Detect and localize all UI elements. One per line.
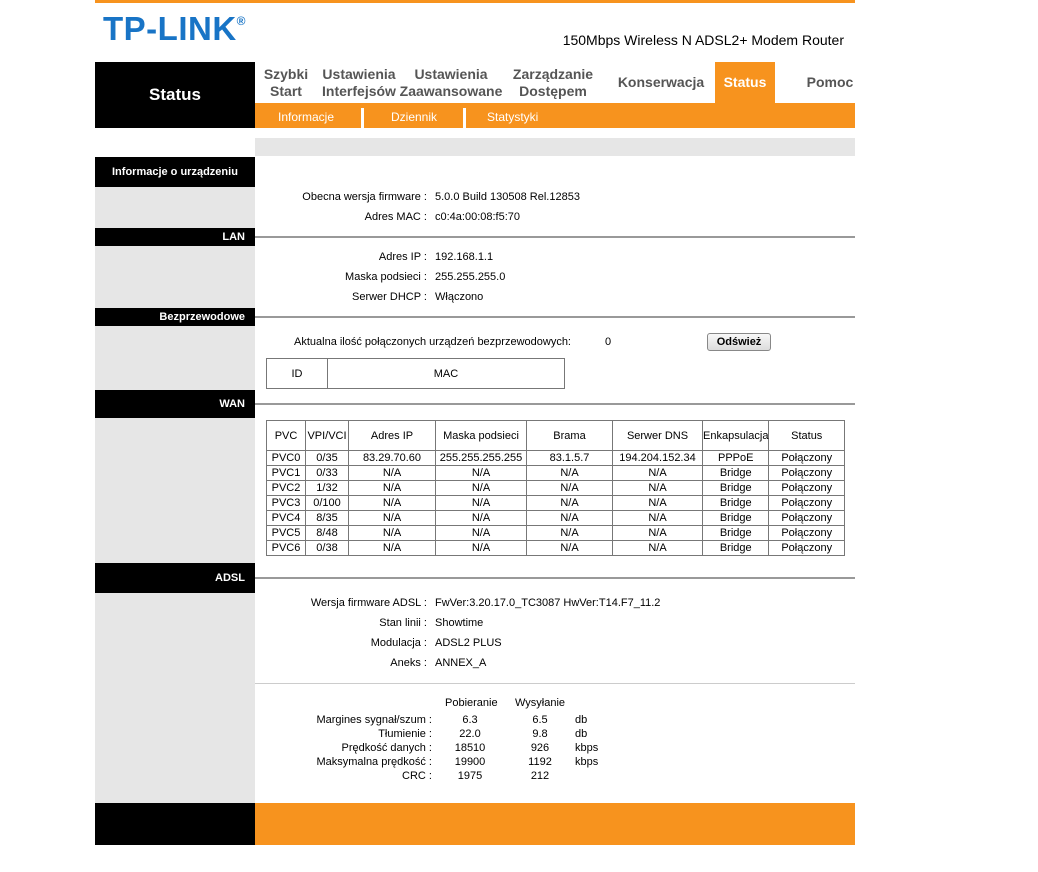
max-rate-label: Maksymalna prędkość :	[316, 756, 432, 768]
modulation-value: ADSL2 PLUS	[435, 637, 502, 649]
table-cell: PVC3	[267, 496, 306, 511]
table-row	[267, 511, 845, 526]
table-cell: N/A	[349, 526, 436, 541]
table-row	[267, 496, 845, 511]
footer-left	[95, 803, 255, 845]
table-cell: PVC2	[267, 481, 306, 496]
subnav-log[interactable]: Dziennik	[391, 110, 438, 124]
annex-label: Aneks :	[390, 657, 427, 669]
attenuation-down: 22.0	[459, 728, 481, 740]
table-cell: 8/48	[306, 526, 349, 541]
line-state-label: Stan linii :	[379, 617, 427, 629]
table-cell: Bridge	[703, 466, 769, 481]
lan-ip-label: Adres IP :	[378, 251, 427, 263]
dhcp-label: Serwer DHCP :	[352, 291, 427, 303]
table-cell: PVC1	[267, 466, 306, 481]
max-rate-unit: kbps	[575, 756, 599, 768]
stats-col-download: Pobieranie	[445, 697, 498, 709]
attenuation-up: 9.8	[532, 728, 548, 740]
subnav-information[interactable]: Informacje	[278, 110, 335, 124]
table-cell: N/A	[436, 511, 527, 526]
table-cell: Bridge	[703, 481, 769, 496]
max-rate-up: 1192	[528, 756, 552, 768]
snr-down: 6.3	[462, 714, 478, 726]
section-wan: WAN	[95, 390, 255, 418]
max-rate-down: 19900	[454, 756, 486, 768]
table-cell: N/A	[613, 481, 703, 496]
table-cell: N/A	[613, 541, 703, 556]
nav-access-management[interactable]: Zarządzanie Dostępem	[512, 65, 594, 99]
crc-up: 212	[530, 770, 550, 782]
snr-label: Margines sygnał/szum :	[316, 714, 432, 726]
table-cell: Bridge	[703, 541, 769, 556]
table-cell: 1/32	[306, 481, 349, 496]
logo-registered-mark: ®	[236, 14, 246, 28]
snr-unit: db	[575, 714, 588, 726]
router-status-page	[95, 0, 855, 845]
wan-col-header: Enkapsulacja	[703, 421, 769, 451]
table-cell: N/A	[436, 466, 527, 481]
table-cell: 0/35	[306, 451, 349, 466]
wireless-col-mac: MAC	[328, 359, 565, 389]
table-cell: Połączony	[769, 451, 845, 466]
table-cell: Połączony	[769, 466, 845, 481]
table-cell: PVC5	[267, 526, 306, 541]
section-wireless: Bezprzewodowe	[95, 308, 255, 326]
table-cell: Połączony	[769, 496, 845, 511]
table-row	[267, 451, 845, 466]
table-cell: N/A	[613, 511, 703, 526]
table-cell: N/A	[349, 496, 436, 511]
table-cell: Połączony	[769, 481, 845, 496]
section-divider	[255, 577, 855, 579]
table-cell: N/A	[527, 481, 613, 496]
wireless-count-label: Aktualna ilość połączonych urządzeń bezprzewodowych:	[294, 336, 571, 348]
sub-nav	[255, 103, 855, 128]
section-lan: LAN	[95, 228, 255, 246]
table-cell: 0/38	[306, 541, 349, 556]
adsl-fw-value: FwVer:3.20.17.0_TC3087 HwVer:T14.F7_11.2	[435, 597, 661, 609]
section-divider	[255, 236, 855, 238]
table-cell: N/A	[349, 481, 436, 496]
dhcp-value: Włączono	[435, 291, 484, 303]
wan-col-header: VPI/VCI	[306, 421, 349, 451]
table-row	[267, 541, 845, 556]
wan-col-header: Brama	[527, 421, 613, 451]
sidebar	[95, 157, 255, 803]
wireless-col-id: ID	[267, 359, 328, 389]
content-top-bar	[255, 138, 855, 156]
data-rate-label: Prędkość danych :	[341, 742, 432, 754]
wan-col-header: Serwer DNS	[613, 421, 703, 451]
table-cell: N/A	[527, 511, 613, 526]
table-cell: N/A	[349, 511, 436, 526]
table-cell: PVC0	[267, 451, 306, 466]
section-adsl: ADSL	[95, 563, 255, 593]
nav-maintenance[interactable]: Konserwacja	[617, 74, 705, 90]
top-accent-line	[95, 0, 855, 3]
table-cell: N/A	[527, 526, 613, 541]
table-cell: N/A	[349, 466, 436, 481]
nav-interface-setup[interactable]: Ustawienia Interfejsów	[322, 65, 396, 99]
mac-value: c0:4a:00:08:f5:70	[435, 211, 521, 223]
table-cell: PVC6	[267, 541, 306, 556]
table-cell: Połączony	[769, 526, 845, 541]
line-state-value: Showtime	[435, 617, 484, 629]
wan-col-header: PVC	[267, 421, 306, 451]
data-rate-up: 926	[530, 742, 550, 754]
table-cell: Połączony	[769, 541, 845, 556]
logo-text: TP-LINK	[103, 10, 237, 47]
snr-up: 6.5	[532, 714, 548, 726]
stats-col-upload: Wysyłanie	[515, 697, 566, 709]
wan-col-header: Adres IP	[349, 421, 436, 451]
table-cell: N/A	[527, 541, 613, 556]
table-cell: N/A	[436, 541, 527, 556]
subnav-separator	[463, 108, 466, 128]
attenuation-unit: db	[575, 728, 588, 740]
modulation-label: Modulacja :	[370, 637, 427, 649]
table-cell: 83.29.70.60	[349, 451, 436, 466]
wireless-count-value: 0	[605, 336, 612, 348]
nav-status[interactable]: Status	[715, 62, 775, 103]
table-cell: N/A	[527, 496, 613, 511]
wan-col-header: Status	[769, 421, 845, 451]
table-row	[267, 481, 845, 496]
mac-label: Adres MAC :	[364, 211, 427, 223]
firmware-value: 5.0.0 Build 130508 Rel.12853	[435, 191, 580, 203]
lan-mask-value: 255.255.255.0	[435, 271, 506, 283]
table-cell: N/A	[436, 526, 527, 541]
firmware-label: Obecna wersja firmware :	[302, 191, 427, 203]
table-cell: N/A	[436, 496, 527, 511]
section-device-info: Informacje o urządzeniu	[95, 157, 255, 187]
lan-ip-value: 192.168.1.1	[435, 251, 494, 263]
table-cell: N/A	[613, 496, 703, 511]
section-title: Status	[95, 62, 255, 128]
table-cell: 0/100	[306, 496, 349, 511]
subnav-statistics[interactable]: Statystyki	[487, 110, 539, 124]
table-cell: Bridge	[703, 496, 769, 511]
adsl-stats-divider	[255, 683, 855, 684]
subnav-separator	[361, 108, 364, 128]
table-cell: 0/33	[306, 466, 349, 481]
table-row	[267, 526, 845, 541]
table-cell: 194.204.152.34	[613, 451, 703, 466]
nav-quick-start[interactable]: Szybki Start	[263, 65, 309, 99]
wan-table-header	[267, 421, 845, 451]
wan-table	[266, 420, 845, 556]
annex-value: ANNEX_A	[435, 657, 487, 669]
table-cell: N/A	[613, 526, 703, 541]
model-name: 150Mbps Wireless N ADSL2+ Modem Router	[562, 32, 844, 48]
refresh-button[interactable]: Odśwież	[707, 333, 771, 351]
attenuation-label: Tłumienie :	[378, 728, 432, 740]
data-rate-down: 18510	[454, 742, 486, 754]
lan-mask-label: Maska podsieci :	[345, 271, 427, 283]
table-cell: 255.255.255.255	[436, 451, 527, 466]
table-cell: Połączony	[769, 511, 845, 526]
table-cell: PPPoE	[703, 451, 769, 466]
crc-label: CRC :	[402, 770, 432, 782]
adsl-fw-label: Wersja firmware ADSL :	[310, 597, 427, 609]
table-cell: 83.1.5.7	[527, 451, 613, 466]
table-cell: PVC4	[267, 511, 306, 526]
nav-help[interactable]: Pomoc	[806, 74, 854, 90]
table-cell: N/A	[613, 466, 703, 481]
section-divider	[255, 403, 855, 405]
nav-advanced-setup[interactable]: Ustawienia Zaawansowane	[399, 65, 503, 99]
data-rate-unit: kbps	[575, 742, 599, 754]
table-cell: N/A	[527, 466, 613, 481]
table-cell: Bridge	[703, 511, 769, 526]
footer-right	[255, 803, 855, 845]
table-cell: Bridge	[703, 526, 769, 541]
main-nav	[255, 62, 855, 103]
crc-down: 1975	[457, 770, 483, 782]
tp-link-logo	[103, 10, 246, 48]
wireless-clients-table	[266, 358, 565, 389]
table-cell: N/A	[436, 481, 527, 496]
table-row	[267, 466, 845, 481]
table-cell: 8/35	[306, 511, 349, 526]
wan-col-header: Maska podsieci	[436, 421, 527, 451]
section-divider	[255, 316, 855, 318]
table-cell: N/A	[349, 541, 436, 556]
